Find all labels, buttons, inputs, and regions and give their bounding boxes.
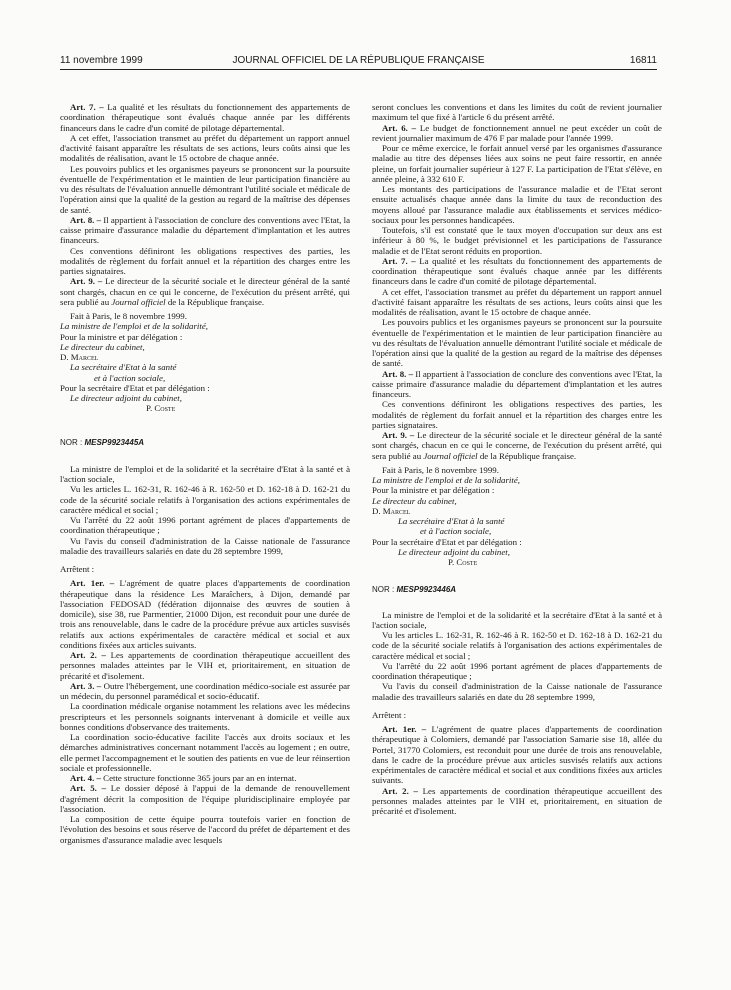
right-intro4: Vu l'avis du conseil d'administration de la Caisse nationale de l'assurance maladie des travailleurs salariés en date du 28 septembre 1999,: [372, 681, 662, 702]
right-intro3: Vu l'arrêté du 22 août 1996 portant agrément de places d'appartements de coordination thérapeutique ;: [372, 660, 662, 681]
left-signatures: La ministre de l'emploi et de la solidarité, Pour la ministre et par délégation : Le directeur du cabinet, D. Marcel La secrétaire d'Etat à la santé et à l'action sociale, Pour la secrétaire d'Etat et par délégation : Le directeur adjoint du cabinet, P. Coste: [60, 321, 210, 414]
right-a6-p4: Toutefois, s'il est constaté que le taux moyen d'occupation sur deux ans est inférieur à 80 %, le budget prévisionnel et les participations de l'assurance maladie et de l'Etat seront réduits en proportion.: [372, 225, 662, 256]
right-art7-p2: A cet effet, l'association transmet au préfet du département un rapport annuel d'activité faisant apparaître les résultats de ses actions, leurs coûts ainsi que les modalités de réalisation, avant le 15 octobre de chaque année.: [372, 286, 662, 317]
left-art8-p2: Ces conventions définiront les obligations respectives des parties, les modalités de règlement du forfait annuel et la répartition des charges entre les parties signataires.: [60, 245, 350, 276]
right-arretent: Arrêtent :: [372, 709, 407, 720]
left-a5-p2: La composition de cette équipe pourra toutefois varier en fonction de l'évolution des besoins et sous réserve de l'accord du préfet de département et des organismes d'assurance maladie avec lesquels: [60, 814, 350, 845]
left-art8: Art. 8. – Il appartient à l'association de conclure des conventions avec l'Etat, la caisse primaire d'assurance maladie du département d'implantation et les autres financeurs.: [60, 214, 350, 246]
right-art8-p2: Ces conventions définiront les obligations respectives des parties, les modalités de règlement du forfait annuel et la répartition des charges entre les parties signataires.: [372, 399, 662, 430]
left-nor: NOR : MESP9923445A: [60, 437, 145, 447]
left-fait: Fait à Paris, le 8 novembre 1999.: [70, 311, 187, 321]
art-label: Art. 7. –: [70, 102, 104, 112]
art-label: Art. 6. –: [382, 122, 417, 133]
art-label: Art. 4. –: [70, 773, 101, 783]
art-label: Art. 1er. –: [382, 724, 427, 734]
left-a4: Art. 4. – Cette structure fonctionne 365 jours par an en internat.: [70, 773, 297, 783]
art-label: Art. 9. –: [382, 430, 415, 440]
header-rule: [60, 69, 657, 70]
art-label: Art. 8. –: [382, 368, 413, 379]
left-intro3: Vu l'arrêté du 22 août 1996 portant agrément de places d'appartements de coordination thérapeutique ;: [60, 515, 350, 536]
left-intro2: Vu les articles L. 162-31, R. 162-46 à R. 162-50 et D. 162-18 à D. 162-21 du code de la sécurité sociale relatifs à l'organisation des actions expérimentales de caractère médical et social ;: [60, 484, 350, 515]
right-art9: Art. 9. – Le directeur de la sécurité sociale et le directeur général de la santé sont chargés, chacun en ce qui le concerne, de l'exécution du présent arrêté, qui sera publié au Journal officiel de la République française.: [372, 430, 662, 461]
art-label: Art. 1er. –: [70, 578, 115, 589]
art-label: Art. 9. –: [70, 276, 103, 287]
left-art7-p2: A cet effet, l'association transmet au préfet du département un rapport annuel d'activité faisant apparaître les résultats de ses actions, leurs coûts ainsi que les modalités de réalisation, avant le 15 octobre de chaque année.: [60, 132, 350, 164]
left-a2: Art. 2. – Les appartements de coordination thérapeutique accueillent des personnes malades atteintes par le VIH et, prioritairement, en situation de précarité et d'isolement.: [60, 650, 350, 681]
left-a1: Art. 1er. – L'agrément de quatre places d'appartements de coordination thérapeutique dans la résidence Les Maraîchers, à Dijon, demandé par l'association FEDOSAD (fédération dijonnaise des œuvres de soutien à domicile), sise 38, rue Parmentier, 21000 Dijon, est reconduit pour une durée de trois ans renouvelable, dans le cadre de la procédure prévue aux articles susvisés relatifs aux actions expérimentales de caractère médical et social et aux conditions fixées aux articles suivants.: [60, 578, 350, 650]
art-label: Art. 8. –: [70, 214, 101, 225]
header-page-number: 16811: [629, 55, 657, 66]
right-a6-p3: Les montants des participations de l'assurance maladie et de l'Etat seront ensuite actualisés chaque année dans la limite du taux de reconduction des moyens alloué par l'assurance maladie aux établissements et services médico-sociaux pour les personnes handicapées.: [372, 184, 662, 225]
left-a5: Art. 5. – Le dossier déposé à l'appui de la demande de renouvellement d'agrément décrit la composition de l'équipe pluridisciplinaire employée par l'association.: [60, 783, 350, 814]
page-header: [60, 55, 657, 69]
header-date: 11 novembre 1999: [60, 55, 143, 66]
left-intro1: La ministre de l'emploi et de la solidarité et la secrétaire d'Etat à la santé et à l'action sociale,: [60, 463, 350, 484]
right-column: [372, 102, 662, 816]
right-intro2: Vu les articles L. 162-31, R. 162-46 à R. 162-50 et D. 162-18 à D. 162-21 du code de la sécurité sociale relatifs à l'organisation des actions expérimentales de caractère médical et social ;: [372, 630, 662, 661]
right-a1: Art. 1er. – L'agrément de quatre places d'appartements de coordination thérapeutique à Colomiers, demandé par l'association Samarie sise 18, allée du Portel, 31770 Colomiers, est reconduit pour une durée de trois ans renouvelable, dans le cadre de la procédure prévue aux articles susvisés relatifs aux actions expérimentales de caractère médical et social et aux conditions fixées aux articles suivants.: [372, 724, 662, 786]
art-label: Art. 2. –: [70, 650, 106, 660]
right-a6: Art. 6. – Le budget de fonctionnement annuel ne peut excéder un coût de revient journalier maximum de 476 F par malade pour l'année 1999.: [372, 122, 662, 143]
left-column: [60, 102, 350, 845]
art-label: Art. 7. –: [382, 255, 416, 266]
right-continuation: seront conclues les conventions et dans les limites du coût de revient journalier maximum tel que fixé à l'article 6 du présent arrêté.: [372, 102, 662, 123]
left-intro4: Vu l'avis du conseil d'administration de la Caisse nationale de l'assurance maladie des travailleurs salariés en date du 28 septembre 1999,: [60, 535, 350, 556]
right-fait: Fait à Paris, le 8 novembre 1999.: [382, 464, 499, 475]
right-signatures: La ministre de l'emploi et de la solidarité, Pour la ministre et par délégation : Le directeur du cabinet, D. Marcel La secrétaire d'Etat à la santé et à l'action sociale, Pour la secrétaire d'Etat et par délégation : Le directeur adjoint du cabinet, P. Coste: [372, 475, 522, 567]
header-journal-title: JOURNAL OFFICIEL DE LA RÉPUBLIQUE FRANÇAISE: [232, 55, 485, 66]
right-nor: NOR : MESP9923446A: [372, 585, 457, 595]
right-intro1: La ministre de l'emploi et de la solidarité et la secrétaire d'Etat à la santé et à l'action sociale,: [372, 609, 662, 630]
right-art7-p3: Les pouvoirs publics et les organismes payeurs se prononcent sur la poursuite éventuelle de l'expérimentation et le maintien de leur participation financière au vu des résultats de l'évaluation annuelle démontrant l'utilité sociale et médicale de l'opération ainsi que la qualité de la gestion au regard de la maîtrise des dépenses de santé.: [372, 317, 662, 369]
right-a2: Art. 2. – Les appartements de coordination thérapeutique accueillent des personnes malades atteintes par le VIH et, prioritairement, en situation de précarité et d'isolement.: [372, 785, 662, 816]
art-label: Art. 2. –: [382, 785, 418, 796]
left-a3: Art. 3. – Outre l'hébergement, une coordination médico-sociale est assurée par un médecin, du personnel paramédical et socio-éducatif.: [60, 680, 350, 701]
left-art9: Art. 9. – Le directeur de la sécurité sociale et le directeur général de la santé sont chargés, chacun en ce qui le concerne, de l'exécution du présent arrêté, qui sera publié au Journal officiel de la République française.: [60, 276, 350, 307]
left-a3-p3: La coordination socio-éducative facilite l'accès aux droits sociaux et les démarches administratives concernant notamment l'accès au logement ; en outre, elle permet l'accompagnement et le soutien des patients en vue de leur réinsertion sociale et professionnelle.: [60, 732, 350, 773]
art-label: Art. 3. –: [70, 680, 102, 691]
right-art7: Art. 7. – La qualité et les résultats du fonctionnement des appartements de coordination thérapeutique sont évalués chaque année par les différents financeurs dans le cadre d'un comité de pilotage départemental.: [372, 255, 662, 287]
left-a3-p2: La coordination médicale organise notamment les relations avec les médecins prescripteurs et les personnels soignants intervenant à domicile et veille aux bonnes conditions d'observance des traitements.: [60, 701, 350, 732]
right-a6-p2: Pour ce même exercice, le forfait annuel versé par les organismes d'assurance maladie au titre des dépenses liées aux soins ne peut faire ressortir, en année pleine, un forfait journalier supérieur à 127 F. La participation de l'Etat s'élève, en année pleine, à 332 610 F.: [372, 143, 662, 184]
right-art8: Art. 8. – Il appartient à l'association de conclure des conventions avec l'Etat, la caisse primaire d'assurance maladie du département d'implantation et les autres financeurs.: [372, 368, 662, 399]
left-arretent: Arrêtent :: [60, 564, 95, 574]
left-art7: Art. 7. – La qualité et les résultats du fonctionnement des appartements de coordination thérapeutique sont évalués chaque année par les différents financeurs dans le cadre d'un comité de pilotage départemental.: [60, 102, 350, 133]
art-label: Art. 5. –: [70, 783, 107, 794]
left-art7-p3: Les pouvoirs publics et les organismes payeurs se prononcent sur la poursuite éventuelle de l'expérimentation et le maintien de leur participation financière au vu des résultats de l'évaluation annuelle démontrant l'utilité sociale et médicale de l'opération ainsi que la qualité de la gestion au regard de la maîtrise des dépenses de santé.: [60, 163, 350, 215]
